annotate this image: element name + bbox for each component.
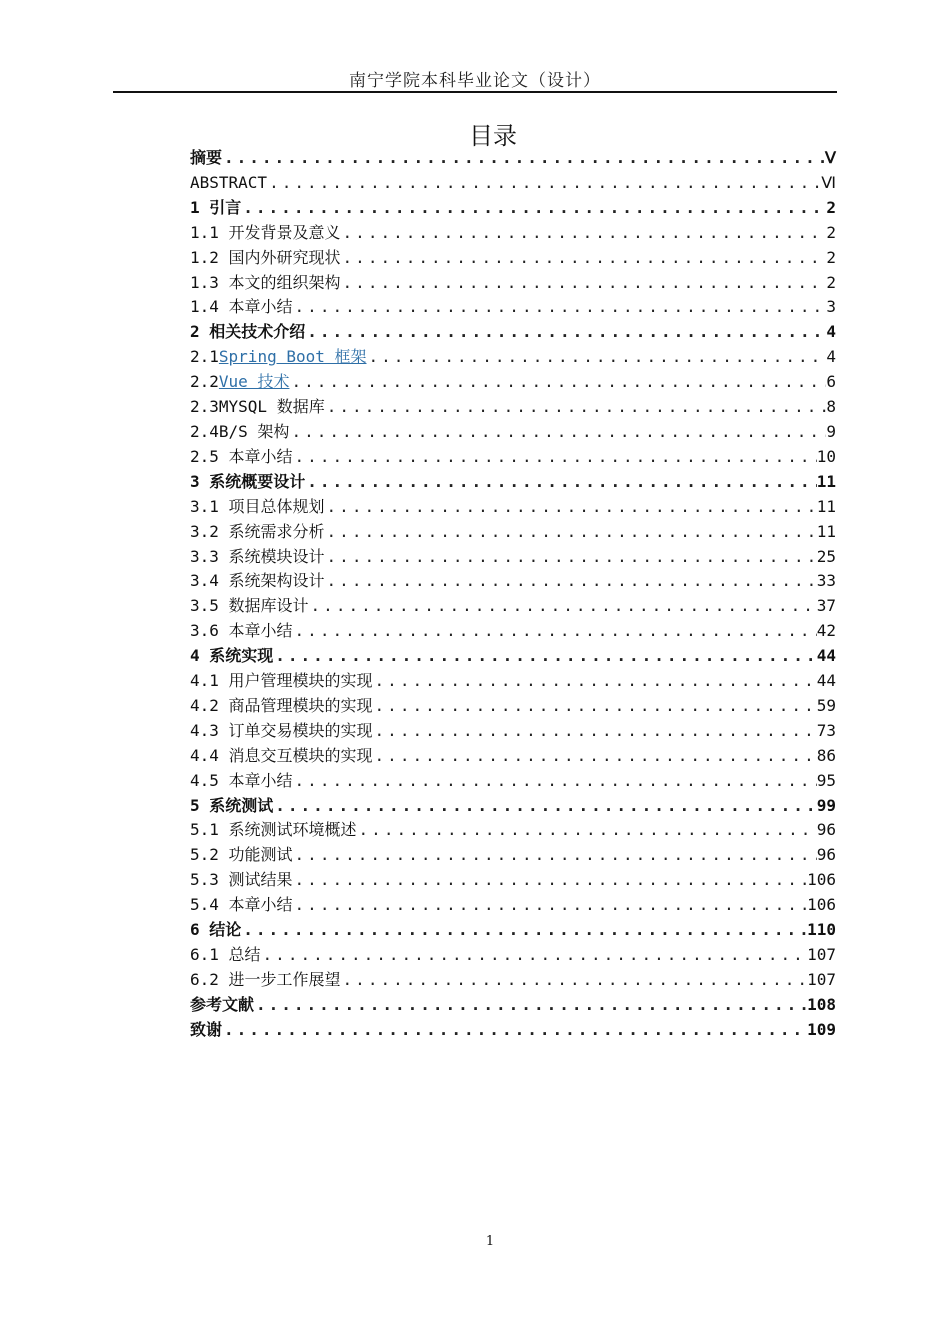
toc-entry-label	[190, 694, 373, 719]
toc-entry-page: 11	[816, 521, 836, 541]
toc-dot-leader	[367, 345, 827, 370]
toc-entry-title: 6.2 进一步工作展望	[190, 969, 341, 989]
toc-entry-label	[190, 569, 325, 594]
toc-entry-label	[190, 993, 254, 1018]
toc-entry-title: 2.4B/S 架构	[190, 421, 290, 441]
toc-entry[interactable]	[190, 644, 836, 669]
toc-entry-label	[190, 370, 289, 395]
toc-entry[interactable]	[190, 520, 836, 545]
toc-entry[interactable]	[190, 769, 836, 794]
toc-entry-title: 1.2 国内外研究现状	[190, 247, 341, 267]
toc-entry[interactable]	[190, 271, 836, 296]
toc-entry-title: ABSTRACT	[190, 172, 268, 192]
page-number: 1	[485, 1234, 495, 1249]
toc-dot-leader	[341, 968, 808, 993]
toc-dot-leader	[373, 669, 817, 694]
toc-entry-page: 107	[807, 945, 836, 964]
toc-entry-page: 107	[807, 969, 836, 989]
toc-entry-label	[190, 769, 293, 794]
toc-entry[interactable]	[190, 395, 836, 420]
toc-entry-page: 2	[826, 272, 836, 292]
toc-entry[interactable]	[190, 196, 836, 221]
toc-entry-page: 44	[816, 646, 836, 666]
toc-entry[interactable]	[190, 794, 836, 819]
toc-entry-label	[190, 545, 325, 570]
toc-entry-label	[190, 146, 222, 171]
toc-entry-title: 3.6 本章小结	[190, 621, 293, 641]
toc-dot-leader	[341, 221, 827, 246]
toc-entry-page: 99	[816, 795, 836, 815]
toc-entry[interactable]	[190, 893, 836, 918]
toc-entry-label	[190, 943, 261, 968]
toc-entry-label	[190, 295, 293, 320]
toc-entry-label	[190, 594, 309, 619]
toc-entry-page: Ⅴ	[825, 148, 836, 167]
toc-entry-title: 4.2 商品管理模块的实现	[190, 695, 373, 715]
toc-entry-title: 1 引言	[190, 197, 242, 217]
toc-dot-leader	[261, 943, 808, 968]
toc-dot-leader	[341, 271, 827, 296]
toc-entry-page: 96	[816, 820, 836, 840]
toc-entry-page: 25	[816, 546, 836, 566]
toc-entry-label	[190, 744, 373, 769]
toc-entry-page: 11	[816, 496, 836, 516]
toc-entry-title: 3.5 数据库设计	[190, 596, 309, 616]
toc-dot-leader	[373, 694, 817, 719]
toc-entry[interactable]	[190, 619, 836, 644]
toc-dot-leader	[373, 744, 817, 769]
toc-entry-title: 1.3 本文的组织架构	[190, 272, 341, 292]
toc-dot-leader	[309, 594, 817, 619]
toc-entry-title: 2.1	[190, 347, 219, 367]
toc-entry-page: 86	[816, 745, 836, 765]
toc-entry-label	[190, 246, 341, 271]
toc-entry-page: 73	[816, 720, 836, 740]
toc-entry[interactable]	[190, 968, 836, 993]
toc-entry-label	[190, 221, 341, 246]
toc-dot-leader	[325, 569, 817, 594]
toc-entry-page: 8	[826, 397, 836, 417]
toc-dot-leader	[325, 495, 817, 520]
toc-dot-leader	[293, 769, 817, 794]
toc-entry-label	[190, 420, 289, 445]
toc-entry[interactable]	[190, 420, 836, 445]
toc-dot-leader	[241, 918, 807, 943]
toc-entry-page: 9	[826, 421, 836, 441]
toc-dot-leader	[289, 370, 826, 395]
toc-entry-title: 4.4 消息交互模块的实现	[190, 745, 373, 765]
toc-entry-page: 33	[816, 571, 836, 591]
toc-dot-leader	[325, 545, 817, 570]
toc-entry[interactable]	[190, 171, 836, 196]
toc-entry[interactable]	[190, 295, 836, 320]
toc-entry-label	[190, 818, 357, 843]
toc-entry-label	[190, 918, 241, 943]
toc-entry[interactable]	[190, 470, 836, 495]
toc-entry-title: 5.2 功能测试	[190, 845, 293, 865]
toc-entry-title: 致谢	[190, 1019, 223, 1039]
toc-entry-page: 106	[807, 895, 836, 915]
toc-entry-page: 37	[816, 596, 836, 616]
toc-entry-label	[190, 1018, 222, 1043]
toc-entry-title: 3.1 项目总体规划	[190, 496, 325, 516]
toc-entry-page: 3	[826, 297, 836, 317]
toc-entry-title: 5.3 测试结果	[190, 870, 293, 890]
toc-dot-leader	[341, 246, 827, 271]
toc-entry-page: 4	[826, 347, 836, 367]
toc-entry-label	[190, 644, 273, 669]
table-of-contents	[190, 146, 836, 1043]
toc-entry-title: 6.1 总结	[190, 945, 261, 964]
toc-entry-title: 3.2 系统需求分析	[190, 521, 325, 541]
toc-entry[interactable]	[190, 818, 836, 843]
toc-entry-page: 11	[816, 471, 836, 491]
toc-entry-link[interactable]: Vue 技术	[218, 372, 290, 392]
toc-entry-title: 5.1 系统测试环境概述	[190, 820, 357, 840]
toc-dot-leader	[293, 445, 817, 470]
toc-entry-label	[190, 171, 267, 196]
toc-entry-page: 96	[816, 845, 836, 865]
toc-dot-leader	[267, 171, 821, 196]
toc-entry[interactable]	[190, 246, 836, 271]
toc-entry[interactable]	[190, 943, 836, 968]
toc-entry[interactable]	[190, 370, 836, 395]
toc-entry-page: 110	[807, 920, 836, 940]
toc-entry[interactable]	[190, 694, 836, 719]
toc-entry-page: 2	[826, 222, 836, 242]
toc-entry-title: 3 系统概要设计	[190, 471, 306, 491]
toc-entry-title: 摘要	[190, 148, 223, 167]
toc-dot-leader	[305, 470, 816, 495]
toc-dot-leader	[273, 644, 816, 669]
toc-entry-link[interactable]: Spring Boot 框架	[218, 347, 367, 367]
toc-entry-title: 3.3 系统模块设计	[190, 546, 325, 566]
toc-dot-leader	[222, 146, 825, 171]
toc-title: 目录	[469, 122, 517, 150]
toc-entry-title: 2.5 本章小结	[190, 446, 293, 466]
toc-entry-label	[190, 619, 293, 644]
toc-entry-label	[190, 196, 241, 221]
toc-entry[interactable]	[190, 868, 836, 893]
toc-entry-page: 59	[816, 695, 836, 715]
toc-entry-label	[190, 794, 273, 819]
toc-entry-label	[190, 320, 305, 345]
toc-entry-label	[190, 968, 341, 993]
toc-entry[interactable]	[190, 843, 836, 868]
toc-entry-page: 95	[816, 770, 836, 790]
toc-entry[interactable]	[190, 545, 836, 570]
toc-dot-leader	[222, 1018, 807, 1043]
toc-entry-page: 44	[816, 671, 836, 691]
toc-entry-title: 1.1 开发背景及意义	[190, 222, 341, 242]
toc-entry-title: 3.4 系统架构设计	[190, 571, 325, 591]
toc-entry[interactable]	[190, 345, 836, 370]
toc-entry-title: 参考文献	[190, 994, 255, 1014]
toc-dot-leader	[325, 520, 817, 545]
toc-dot-leader	[289, 420, 826, 445]
toc-dot-leader	[293, 843, 817, 868]
running-header: 南宁学院本科毕业论文（设计）	[349, 71, 601, 91]
toc-entry-title: 2.3MYSQL 数据库	[190, 397, 325, 417]
toc-dot-leader	[357, 818, 817, 843]
toc-entry-page: 2	[826, 247, 836, 267]
toc-entry-page: 2	[826, 197, 836, 217]
toc-entry-title: 4 系统实现	[190, 646, 274, 666]
toc-entry-title: 6 结论	[190, 920, 242, 940]
toc-entry-page: Ⅵ	[821, 172, 836, 192]
toc-entry-title: 2.2	[190, 372, 219, 392]
toc-entry-label	[190, 345, 367, 370]
toc-entry-label	[190, 719, 373, 744]
toc-entry-page: 6	[826, 372, 836, 392]
toc-entry[interactable]	[190, 744, 836, 769]
toc-entry-label	[190, 893, 293, 918]
toc-entry-page: 10	[816, 446, 836, 466]
toc-entry-title: 2 相关技术介绍	[190, 322, 306, 342]
toc-entry[interactable]	[190, 146, 836, 171]
toc-entry-label	[190, 495, 325, 520]
toc-entry-label	[190, 669, 373, 694]
toc-entry-page: 4	[826, 322, 836, 342]
toc-entry[interactable]	[190, 669, 836, 694]
header-rule	[113, 91, 837, 93]
toc-dot-leader	[325, 395, 827, 420]
toc-dot-leader	[273, 794, 816, 819]
toc-entry[interactable]	[190, 594, 836, 619]
toc-entry[interactable]	[190, 221, 836, 246]
toc-dot-leader	[293, 295, 827, 320]
toc-entry-page: 108	[807, 994, 836, 1014]
toc-entry-page: 106	[807, 870, 836, 890]
toc-entry-page: 109	[807, 1019, 836, 1039]
toc-entry[interactable]	[190, 445, 836, 470]
toc-entry-label	[190, 271, 341, 296]
toc-entry-title: 4.5 本章小结	[190, 770, 293, 790]
toc-dot-leader	[254, 993, 807, 1018]
toc-dot-leader	[241, 196, 826, 221]
toc-entry[interactable]	[190, 918, 836, 943]
toc-dot-leader	[305, 320, 826, 345]
toc-entry[interactable]	[190, 1018, 836, 1043]
toc-dot-leader	[373, 719, 817, 744]
toc-entry-label	[190, 520, 325, 545]
toc-entry-label	[190, 843, 293, 868]
toc-dot-leader	[293, 868, 808, 893]
toc-entry[interactable]	[190, 495, 836, 520]
toc-entry[interactable]	[190, 993, 836, 1018]
toc-entry[interactable]	[190, 719, 836, 744]
toc-dot-leader	[293, 893, 808, 918]
toc-entry-title: 5 系统测试	[190, 795, 274, 815]
toc-entry-label	[190, 395, 325, 420]
toc-entry-title: 1.4 本章小结	[190, 297, 293, 317]
toc-entry-title: 5.4 本章小结	[190, 895, 293, 915]
toc-entry[interactable]	[190, 569, 836, 594]
toc-entry-title: 4.1 用户管理模块的实现	[190, 671, 373, 691]
toc-entry-label	[190, 445, 293, 470]
toc-entry-page: 42	[816, 621, 836, 641]
toc-dot-leader	[293, 619, 817, 644]
toc-entry-label	[190, 470, 305, 495]
toc-entry[interactable]	[190, 320, 836, 345]
toc-entry-title: 4.3 订单交易模块的实现	[190, 720, 373, 740]
toc-entry-label	[190, 868, 293, 893]
